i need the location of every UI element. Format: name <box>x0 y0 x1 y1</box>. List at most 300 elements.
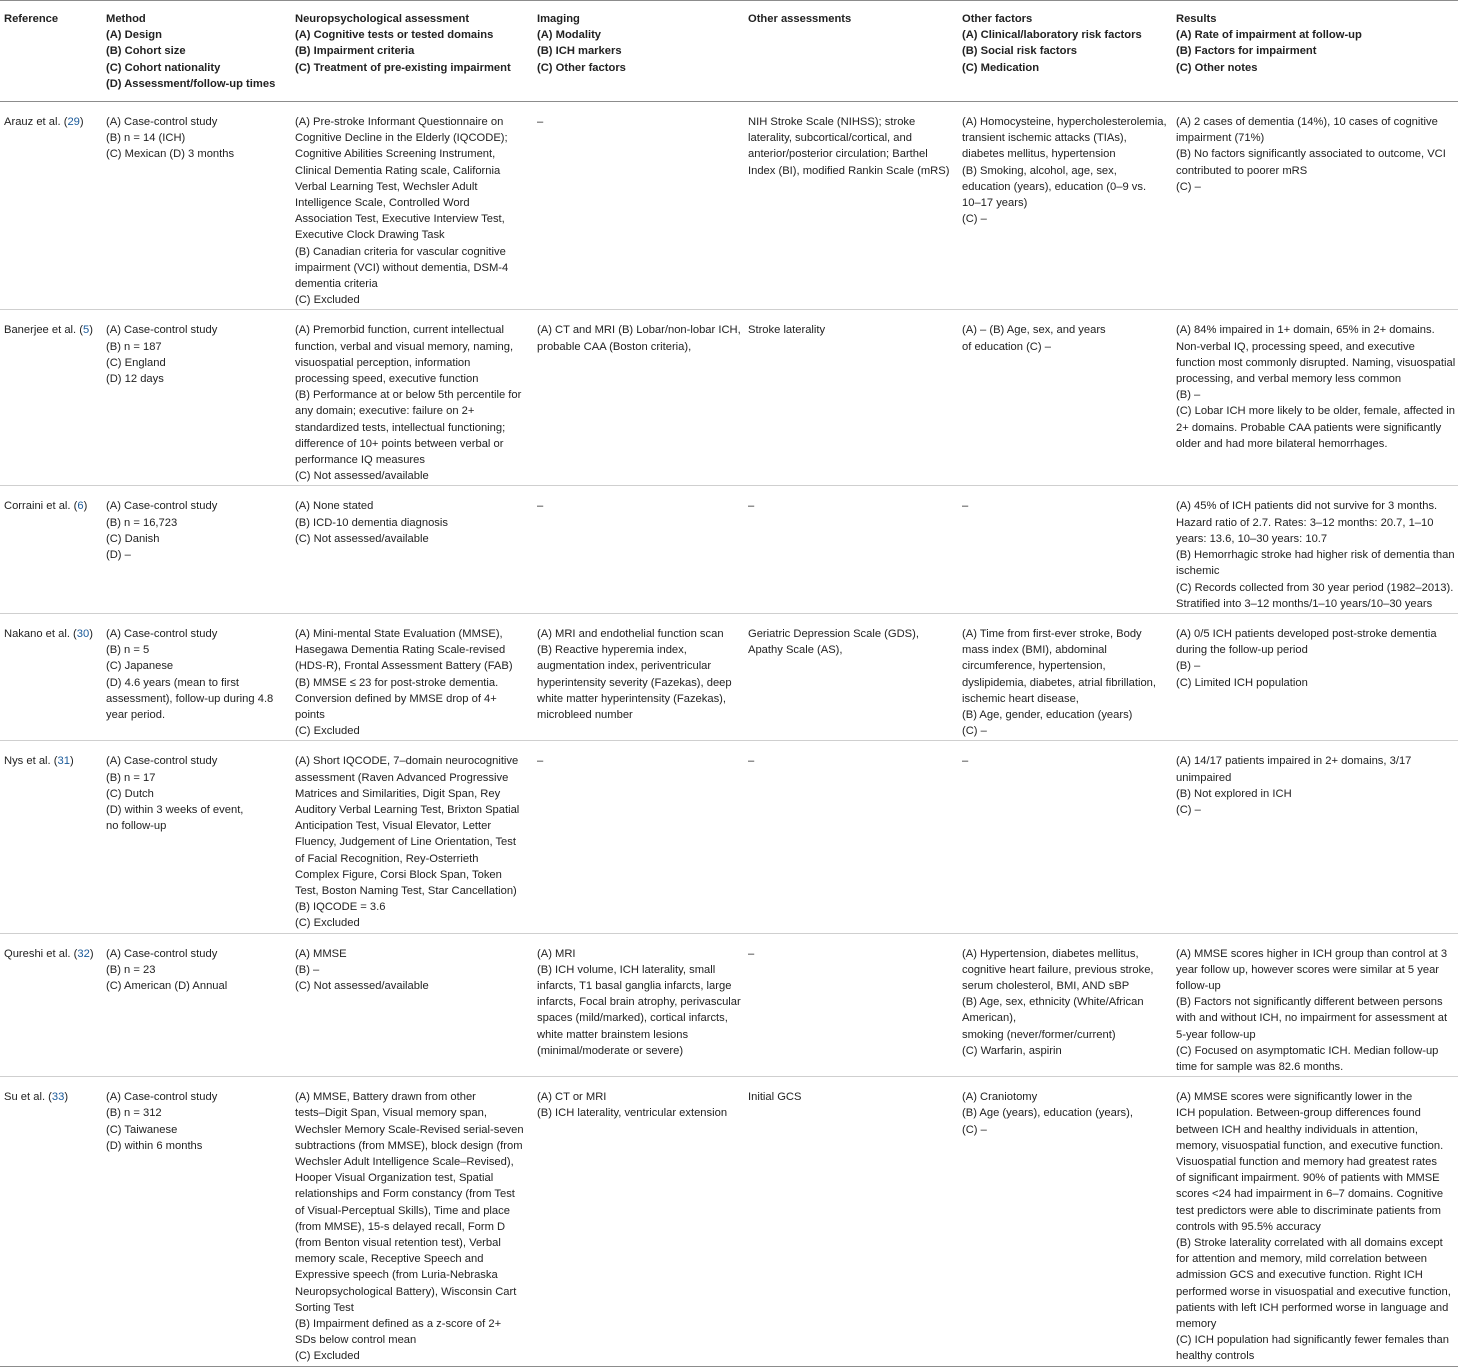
cell-line: smoking (never/former/current) <box>962 1028 1116 1041</box>
column-subtitle: (B) Social risk factors <box>962 45 1078 58</box>
cell-line: (B) Age (years), education (years), <box>962 1107 1133 1120</box>
cell-line: (B) n = 23 <box>106 963 156 976</box>
cell-line: points <box>295 708 325 721</box>
cell-line: for attention and memory, mild correlation between <box>1176 1253 1428 1266</box>
cell-line: Association Test, Executive Interview Test, <box>295 213 505 226</box>
cell-imaging <box>537 102 748 310</box>
cell-method <box>106 310 295 486</box>
column-subtitle: (B) ICH markers <box>537 45 622 58</box>
reference-author: Banerjee et al. <box>4 324 77 337</box>
cell-line: ischemic <box>1176 565 1220 578</box>
cell-line: (A) Pre-stroke Informant Questionnaire on <box>295 116 504 129</box>
reference-author: Qureshi et al. <box>4 947 71 960</box>
cell-line: time for sample was 82.6 months. <box>1176 1060 1344 1073</box>
column-subtitle: (A) Modality <box>537 29 602 42</box>
cell-line: transient ischemic attacks (TIAs), <box>962 132 1127 145</box>
cell-line: (A) MMSE scores were significantly lower in the <box>1176 1091 1413 1104</box>
cell-line: Cognitive Decline in the Elderly (IQCODE); <box>295 132 508 145</box>
citation-link[interactable]: 30 <box>76 627 90 640</box>
cell-line: – <box>748 947 755 960</box>
cell-line: (A) CT and MRI (B) Lobar/non-lobar ICH, <box>537 324 741 337</box>
cell-line: ischemic heart disease, <box>962 692 1079 705</box>
cell-line: Sorting Test <box>295 1301 354 1314</box>
cell-line: Conversion defined by MMSE drop of 4+ <box>295 692 497 705</box>
cell-line: (A) None stated <box>295 500 374 513</box>
cell-line: (C) – <box>962 725 987 738</box>
cell-line: (from MMSE), 15-s delayed recall, Form D <box>295 1220 506 1233</box>
cell-line: – <box>537 500 544 513</box>
cell-line: (C) – <box>962 213 987 226</box>
cell-reference: Nys et al. (31) <box>4 755 74 768</box>
cell-imaging <box>537 613 748 740</box>
header-imaging <box>537 1 748 102</box>
cell-line: – <box>748 755 755 768</box>
cell-other-assessments <box>748 741 962 933</box>
cell-line: of education (C) – <box>962 340 1051 353</box>
cell-line: (A) MRI <box>537 947 576 960</box>
cell-line: (A) 2 cases of dementia (14%), 10 cases of cognitive <box>1176 116 1438 129</box>
cell-line: (B) n = 5 <box>106 644 150 657</box>
cell-method <box>106 102 295 310</box>
cell-line: (C) Warfarin, aspirin <box>962 1044 1062 1057</box>
cell-line: Hooper Visual Organization test, Spatial <box>295 1172 494 1185</box>
column-subtitle: (B) Factors for impairment <box>1176 45 1317 58</box>
cell-method <box>106 933 295 1077</box>
cell-line: (A) Premorbid function, current intellectual <box>295 324 504 337</box>
cell-line: processing speed, executive function <box>295 373 479 386</box>
cell-neuropsychological-assessment <box>295 102 537 310</box>
cell-line: Wechsler Memory Scale-Revised serial-seven <box>295 1123 524 1136</box>
cell-neuropsychological-assessment <box>295 933 537 1077</box>
cell-line: impairment (VCI) without dementia, DSM-4 <box>295 261 509 274</box>
cell-line: (HDS-R), Frontal Assessment Battery (FAB) <box>295 660 513 673</box>
cell-line: (C) Limited ICH population <box>1176 676 1308 689</box>
cell-line: (C) Japanese <box>106 660 174 673</box>
cell-line: (A) Mini-mental State Evaluation (MMSE), <box>295 627 503 640</box>
cell-line: (B) ICH laterality, ventricular extension <box>537 1107 728 1120</box>
cell-line: (B) Impairment defined as a z-score of 2+ <box>295 1318 502 1331</box>
citation-link[interactable]: 33 <box>51 1091 65 1104</box>
cell-line: (B) n = 17 <box>106 771 156 784</box>
cell-line: infarcts, T1 basal ganglia infarcts, large <box>537 979 732 992</box>
cell-line: ICH population. Between-group differences found <box>1176 1107 1421 1120</box>
cell-line: (B) ICD-10 dementia diagnosis <box>295 516 448 529</box>
cell-line: (C) – <box>962 1123 987 1136</box>
cell-line: (B) Not explored in ICH <box>1176 787 1292 800</box>
cell-line: assessment (Raven Advanced Progressive <box>295 771 509 784</box>
table-row <box>0 741 1458 933</box>
cell-line: – <box>537 755 544 768</box>
cell-line: (A) Case-control study <box>106 116 218 129</box>
cell-line: (minimal/moderate or severe) <box>537 1044 684 1057</box>
cell-line: (C) Not assessed/available <box>295 532 429 545</box>
cell-line: Apathy Scale (AS), <box>748 644 843 657</box>
cell-neuropsychological-assessment <box>295 741 537 933</box>
cell-line: (A) Homocysteine, hypercholesterolemia, <box>962 116 1167 129</box>
cell-line: function most commonly disrupted. Naming, visuospatial <box>1176 356 1456 369</box>
reference-author: Corraini et al. <box>4 500 71 513</box>
cell-line: Anticipation Test, Visual Elevator, Letter <box>295 820 492 833</box>
column-title: Neuropsychological assessment <box>295 13 470 25</box>
cell-line: Non-verbal IQ, processing speed, and executive <box>1176 340 1415 353</box>
reference-author: Nakano et al. <box>4 627 70 640</box>
cell-line: 2+ domains. Probable CAA patients were significantly <box>1176 421 1442 434</box>
cell-line: scores <24 had impairment in 6–7 domains. Cognitive <box>1176 1188 1444 1201</box>
cell-line: Geriatric Depression Scale (GDS), <box>748 627 919 640</box>
cell-line: (C) Not assessed/available <box>295 470 429 483</box>
cell-line: (B) Reactive hyperemia index, <box>537 644 687 657</box>
reference-author: Nys et al. <box>4 755 51 768</box>
cell-line: microbleed number <box>537 708 633 721</box>
cell-line: year follow up, however scores were similar at 5 year <box>1176 963 1440 976</box>
table-row <box>0 486 1458 613</box>
cell-line: (C) – <box>1176 180 1201 193</box>
cell-line: 10–17 years) <box>962 197 1028 210</box>
column-title: Reference <box>4 13 59 25</box>
cell-line: (A) Case-control study <box>106 947 218 960</box>
cell-other-assessments <box>748 102 962 310</box>
cell-line: (C) Excluded <box>295 294 360 307</box>
cell-line: circumference, hypertension, <box>962 660 1106 673</box>
cell-line: function, verbal and visual memory, naming, <box>295 340 514 353</box>
cell-line: Clinical Dementia Rating scale, California <box>295 164 501 177</box>
cell-line: Complex Figure, Corsi Block Span, Token <box>295 868 502 881</box>
cell-line: – <box>962 500 969 513</box>
reference-author: Arauz et al. <box>4 116 61 129</box>
cell-line: (A) Time from first-ever stroke, Body <box>962 627 1142 640</box>
cell-imaging <box>537 933 748 1077</box>
column-subtitle: (C) Other factors <box>537 61 626 74</box>
cell-line: test predictors were able to discriminate patients from <box>1176 1204 1441 1217</box>
cell-line: (A) 14/17 patients impaired in 2+ domains, 3/17 <box>1176 755 1412 768</box>
cell-line: (B) Factors not significantly different between persons <box>1176 996 1443 1009</box>
cell-results <box>1176 102 1458 310</box>
cell-line: (C) Danish <box>106 532 160 545</box>
cell-line: contributed to poorer mRS <box>1176 164 1308 177</box>
cell-line: healthy controls <box>1176 1350 1255 1363</box>
cell-line: Hazard ratio of 2.7. Rates: 3–12 months: 20.7, 1–10 <box>1176 516 1434 529</box>
cell-line: (C) Taiwanese <box>106 1123 178 1136</box>
cell-line: Auditory Verbal Learning Test, Brixton Spatial <box>295 803 520 816</box>
cell-line: (B) MMSE ≤ 23 for post-stroke dementia. <box>295 676 499 689</box>
cell-neuropsychological-assessment <box>295 486 537 613</box>
cell-line: (B) Canadian criteria for vascular cognitive <box>295 245 506 258</box>
cell-line: – <box>748 500 755 513</box>
cell-other-factors <box>962 741 1176 933</box>
cell-line: – <box>962 755 969 768</box>
cell-line: no follow-up <box>106 820 167 833</box>
cell-line: (D) 4.6 years (mean to first <box>106 676 240 689</box>
cell-line: hyperintensity severity (Fazekas), deep <box>537 676 732 689</box>
cell-line: with and without ICH, no impairment for assessment at <box>1176 1012 1448 1025</box>
column-subtitle: (D) Assessment/follow-up times <box>106 77 276 90</box>
cell-reference: Corraini et al. (6) <box>4 500 88 513</box>
cell-results <box>1176 613 1458 740</box>
column-subtitle: (A) Rate of impairment at follow-up <box>1176 29 1362 42</box>
column-subtitle: (A) Clinical/laboratory risk factors <box>962 29 1142 42</box>
cell-line: diabetes mellitus, hypertension <box>962 148 1116 161</box>
cell-line: NIH Stroke Scale (NIHSS); stroke <box>748 116 916 129</box>
cell-imaging <box>537 741 748 933</box>
cell-line: Neuropsychological Battery), Wisconsin Cart <box>295 1285 517 1298</box>
cell-line: subtractions (from MMSE), block design (from <box>295 1139 523 1152</box>
table-row <box>0 102 1458 310</box>
cell-line: Visuospatial function and memory had greatest rates <box>1176 1156 1437 1168</box>
cell-line: Initial GCS <box>748 1091 802 1104</box>
cell-line: (A) Craniotomy <box>962 1091 1038 1104</box>
cell-line: of Visual-Perceptual Skills), Time and place <box>295 1204 510 1217</box>
citation-link[interactable]: 32 <box>77 947 90 960</box>
cell-line: (B) – <box>1176 660 1201 673</box>
table-body <box>0 102 1458 1367</box>
cell-line: (D) 12 days <box>106 373 164 386</box>
cell-method <box>106 1077 295 1366</box>
cell-neuropsychological-assessment <box>295 1077 537 1366</box>
cell-imaging <box>537 1077 748 1366</box>
cell-line: (D) within 3 weeks of event, <box>106 803 244 816</box>
cell-line: (C) Mexican (D) 3 months <box>106 148 235 161</box>
cell-line: probable CAA (Boston criteria), <box>537 340 692 353</box>
cell-line: years: 13.6, 10–30 years: 10.7 <box>1176 532 1328 545</box>
cell-line: (A) MRI and endothelial function scan <box>537 627 724 640</box>
cell-line: dementia criteria <box>295 278 378 291</box>
column-subtitle: (A) Design <box>106 29 162 42</box>
cell-line: (C) ICH population had significantly fewer females than <box>1176 1334 1449 1347</box>
cell-line: (C) Records collected from 30 year period (1982–2013). <box>1176 581 1454 594</box>
citation-link[interactable]: 5 <box>83 324 90 337</box>
table-row <box>0 613 1458 740</box>
table-row <box>0 310 1458 486</box>
header-results <box>1176 1 1458 102</box>
cell-line: Stratified into 3–12 months/1–10 years/10–30 years <box>1176 597 1433 610</box>
cell-line: Index (BI), modified Rankin Scale (mRS) <box>748 164 950 177</box>
cell-line: memory, visuospatial function, and executive function. <box>1176 1139 1444 1152</box>
cell-other-factors <box>962 1077 1176 1366</box>
cell-line: (A) Short IQCODE, 7–domain neurocognitive <box>295 755 519 768</box>
cell-line: memory <box>1176 1318 1217 1331</box>
cell-other-factors <box>962 613 1176 740</box>
cell-line: SDs below control mean <box>295 1334 417 1347</box>
cell-results <box>1176 933 1458 1077</box>
cell-line: Fluency, Judgement of Line Orientation, Test <box>295 836 516 849</box>
column-title: Other assessments <box>748 13 852 25</box>
cell-method <box>106 613 295 740</box>
cell-line: year period. <box>106 708 166 721</box>
cell-line: infarcts, Focal brain atrophy, perivascular <box>537 996 741 1009</box>
cell-line: (A) Case-control study <box>106 324 218 337</box>
cell-line: during the follow-up period <box>1176 644 1308 657</box>
header-other-factors <box>962 1 1176 102</box>
cell-line: (B) No factors significantly associated to outcome, VCI <box>1176 148 1446 161</box>
column-title: Other factors <box>962 13 1033 25</box>
cell-line: standardized tests, intellectual functioning; <box>295 421 506 434</box>
cell-line: assessment), follow-up during 4.8 <box>106 692 274 705</box>
cell-line: (B) n = 187 <box>106 340 162 353</box>
cell-line: education (years), education (0–9 vs. <box>962 180 1147 193</box>
reference-author: Su et al. <box>4 1091 46 1104</box>
cell-line: patients with left ICH performed worse in language and <box>1176 1301 1449 1314</box>
cell-line: mass index (BMI), abdominal <box>962 644 1107 657</box>
cell-line: (A) Hypertension, diabetes mellitus, <box>962 947 1139 960</box>
cell-line: (D) within 6 months <box>106 1139 203 1152</box>
cell-line: (B) n = 312 <box>106 1107 162 1120</box>
cell-line: (C) Not assessed/available <box>295 979 429 992</box>
column-title: Results <box>1176 13 1217 25</box>
column-subtitle: (B) Cohort size <box>106 45 186 58</box>
cell-method <box>106 486 295 613</box>
cell-line: (B) – <box>295 963 320 976</box>
cell-line: older and had more bilateral hemorrhages. <box>1176 437 1388 450</box>
cell-line: (C) England <box>106 356 166 369</box>
cell-line: memory scale, Receptive Speech and <box>295 1253 484 1266</box>
cell-results <box>1176 741 1458 933</box>
cell-line: (A) Case-control study <box>106 1091 218 1104</box>
cell-line: (C) Excluded <box>295 917 360 930</box>
cell-line: (C) Excluded <box>295 1350 360 1363</box>
cell-line: spaces (mild/marked), cortical infarcts, <box>537 1012 728 1025</box>
cell-line: (B) Performance at or below 5th percentile for <box>295 389 522 402</box>
cell-line: (A) 84% impaired in 1+ domain, 65% in 2+ domains. <box>1176 324 1435 337</box>
cell-line: white matter brainstem lesions <box>537 1028 689 1041</box>
cell-line: performance IQ measures <box>295 454 425 467</box>
cell-other-assessments <box>748 310 962 486</box>
cell-line: (A) Case-control study <box>106 627 218 640</box>
cell-line: of significant impairment. 90% of patients with MMSE <box>1176 1172 1440 1185</box>
cell-line: augmentation index, periventricular <box>537 660 712 673</box>
cell-line: Executive Clock Drawing Task <box>295 229 445 242</box>
column-subtitle: (C) Treatment of pre-existing impairment <box>295 61 511 74</box>
cell-imaging <box>537 486 748 613</box>
cell-imaging <box>537 310 748 486</box>
column-subtitle: (C) Medication <box>962 61 1040 74</box>
cell-line: American), <box>962 1012 1017 1025</box>
cell-line: tests–Digit Span, Visual memory span, <box>295 1107 487 1120</box>
cell-neuropsychological-assessment <box>295 613 537 740</box>
cell-line: of Facial Recognition, Rey-Osterrieth <box>295 852 479 865</box>
cell-line: white matter hyperintensity (Fazekas), <box>537 692 727 705</box>
column-subtitle: (C) Cohort nationality <box>106 61 221 74</box>
cell-line: follow-up <box>1176 979 1221 992</box>
cell-reference: Nakano et al. (30) <box>4 627 93 640</box>
cell-line: (A) MMSE, Battery drawn from other <box>295 1091 476 1104</box>
cell-line: laterality, subcortical/cortical, and <box>748 132 912 145</box>
cell-line: difference of 10+ points between verbal or <box>295 437 504 450</box>
cell-line: unimpaired <box>1176 771 1232 784</box>
cell-method <box>106 741 295 933</box>
citation-link[interactable]: 6 <box>77 500 84 513</box>
cell-line: processing, and verbal memory less common <box>1176 373 1402 386</box>
cell-line: admission GCS and executive function. Right ICH <box>1176 1269 1423 1282</box>
cell-line: Matrices and Similarities, Digit Span, Rey <box>295 787 501 800</box>
cell-line: (A) MMSE scores higher in ICH group than control at 3 <box>1176 947 1448 960</box>
cell-line: (B) Age, gender, education (years) <box>962 708 1133 721</box>
cell-line: (from Benton visual retention test), Verbal <box>295 1237 501 1250</box>
cell-line: (A) – (B) Age, sex, and years <box>962 324 1106 337</box>
cell-reference: Qureshi et al. (32) <box>4 947 94 960</box>
cell-line: Expressive speech (from Luria-Nebraska <box>295 1269 498 1282</box>
header-reference <box>0 1 106 102</box>
cell-line: dyslipidemia, diabetes, atrial fibrillation, <box>962 676 1157 689</box>
cell-other-assessments <box>748 486 962 613</box>
cell-line: Stroke laterality <box>748 324 826 337</box>
cell-line: cognitive heart failure, previous stroke, <box>962 963 1154 976</box>
cell-line: (C) Excluded <box>295 725 360 738</box>
cell-line: (B) IQCODE = 3.6 <box>295 901 386 914</box>
cell-line: Wechsler Adult Intelligence Scale–Revised), <box>295 1156 514 1168</box>
cell-line: (C) Lobar ICH more likely to be older, female, affected in <box>1176 405 1455 418</box>
cell-line: (B) Age, sex, ethnicity (White/African <box>962 996 1144 1009</box>
cell-line: (B) Hemorrhagic stroke had higher risk of dementia than <box>1176 549 1455 562</box>
cell-other-factors <box>962 310 1176 486</box>
cell-line: (C) – <box>1176 803 1201 816</box>
cell-line: Hasegawa Dementia Rating Scale-revised <box>295 644 506 657</box>
cell-line: Verbal Learning Test, Wechsler Adult <box>295 180 478 193</box>
header-other-assessments <box>748 1 962 102</box>
cell-line: (B) n = 16,723 <box>106 516 178 529</box>
cell-line: between ICH and healthy individuals in attention, <box>1176 1123 1418 1136</box>
cell-line: performed worse in visuospatial and executive function, <box>1176 1285 1451 1298</box>
citation-link[interactable]: 29 <box>67 116 80 129</box>
cell-line: impairment (71%) <box>1176 132 1265 145</box>
cell-reference: Arauz et al. (29) <box>4 116 84 129</box>
cell-line: serum cholesterol, BMI, AND sBP <box>962 979 1130 992</box>
cell-line: (A) Case-control study <box>106 755 218 768</box>
cell-line: (A) Case-control study <box>106 500 218 513</box>
cell-results <box>1176 486 1458 613</box>
cell-line: (B) – <box>1176 389 1201 402</box>
column-title: Imaging <box>537 13 580 25</box>
cell-other-factors <box>962 486 1176 613</box>
cell-line: visuospatial perception, information <box>295 356 471 369</box>
cell-line: Test, Boston Naming Test, Star Cancellation) <box>295 884 517 897</box>
cell-line: (D) – <box>106 549 131 562</box>
cell-line: – <box>537 116 544 129</box>
cell-line: any domain; executive: failure on 2+ <box>295 405 475 418</box>
column-subtitle: (A) Cognitive tests or tested domains <box>295 29 494 42</box>
cell-line: (C) Focused on asymptomatic ICH. Median follow-up <box>1176 1044 1439 1057</box>
column-title: Method <box>106 13 146 25</box>
table-row <box>0 933 1458 1077</box>
cell-line: anterior/posterior circulation; Barthel <box>748 148 928 161</box>
cell-reference: Su et al. (33) <box>4 1091 69 1104</box>
cell-line: (C) Dutch <box>106 787 154 800</box>
cell-line: (A) MMSE <box>295 947 347 960</box>
cell-line: (B) Stroke laterality correlated with all domains except <box>1176 1237 1443 1250</box>
column-subtitle: (C) Other notes <box>1176 61 1258 74</box>
cell-other-assessments <box>748 1077 962 1366</box>
cell-line: (B) ICH volume, ICH laterality, small <box>537 963 716 976</box>
table-header <box>0 1 1458 102</box>
cell-line: relationships and Form constancy (from Test <box>295 1188 515 1201</box>
cell-line: (B) Smoking, alcohol, age, sex, <box>962 164 1117 177</box>
table-row <box>0 1077 1458 1366</box>
cell-line: Intelligence Scale, Controlled Word <box>295 197 470 210</box>
cell-line: controls with 95.5% accuracy <box>1176 1220 1321 1233</box>
citation-link[interactable]: 31 <box>57 755 70 768</box>
column-subtitle: (B) Impairment criteria <box>295 45 415 58</box>
cell-results <box>1176 1077 1458 1366</box>
cell-line: Cognitive Abilities Screening Instrument, <box>295 148 496 161</box>
header-neuropsychological-assessment <box>295 1 537 102</box>
cell-line: (C) American (D) Annual <box>106 979 228 992</box>
cell-line: (B) n = 14 (ICH) <box>106 132 186 145</box>
cell-other-assessments <box>748 613 962 740</box>
cell-other-assessments <box>748 933 962 1077</box>
cell-line: (A) CT or MRI <box>537 1091 607 1104</box>
header-method <box>106 1 295 102</box>
cell-line: 5-year follow-up <box>1176 1028 1256 1041</box>
cell-reference: Banerjee et al. (5) <box>4 324 93 337</box>
